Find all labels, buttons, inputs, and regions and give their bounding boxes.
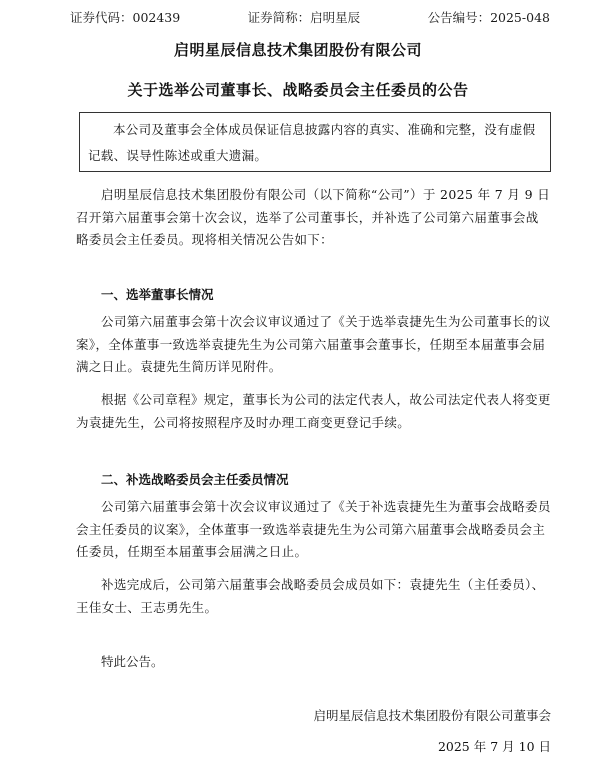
section2-paragraph1: 公司第六届董事会第十次会议审议通过了《关于补选袁捷先生为董事会战略委员会主任委员的议案》，全体董事一致选举袁捷先生为公司第六届董事会战略委员会主任委员，任期至本届董事会届满之日止。 (76, 499, 551, 559)
document-title: 关于选举公司董事长、战略委员会主任委员的公告 (127, 81, 469, 99)
section1-heading: 一、选举董事长情况 (101, 287, 214, 302)
company-title: 启明星辰信息技术集团股份有限公司 (173, 41, 422, 59)
announcement-number: 公告编号：2025-048 (427, 10, 550, 25)
intro-paragraph: 启明星辰信息技术集团股份有限公司（以下简称“公司”）于 2025 年 7 月 9 日召开第六届董事会第十次会议，选举了公司董事长，并补选了公司第六届董事会战略委员会主任委员。现将相关情况公告如下： (76, 187, 551, 247)
section2-heading: 二、补选战略委员会主任委员情况 (101, 472, 289, 487)
stock-name: 证券简称：启明星辰 (247, 10, 361, 25)
section2-paragraph2: 补选完成后，公司第六届董事会战略委员会成员如下：袁捷先生（主任委员）、王佳女士、王志勇先生。 (76, 577, 545, 615)
section1-paragraph1: 公司第六届董事会第十次会议审议通过了《关于选举袁捷先生为公司董事长的议案》，全体董事一致选举袁捷先生为公司第六届董事会董事长，任期至本届董事会届满之日止。袁捷先生简历详见附件。 (76, 314, 551, 374)
signature-organization: 启明星辰信息技术集团股份有限公司董事会 (313, 708, 551, 723)
signature-date: 2025 年 7 月 10 日 (437, 739, 551, 754)
section1-paragraph2: 根据《公司章程》规定，董事长为公司的法定代表人，故公司法定代表人将变更为袁捷先生，公司将按照程序及时办理工商变更登记手续。 (76, 392, 551, 430)
document-header (70, 10, 550, 26)
stock-code: 证券代码：002439 (70, 10, 181, 25)
disclosure-notice-box: 本公司及董事会全体成员保证信息披露内容的真实、准确和完整，没有虚假记载、误导性陈述或重大遗漏。 (79, 112, 551, 172)
closing-statement: 特此公告。 (101, 654, 164, 669)
